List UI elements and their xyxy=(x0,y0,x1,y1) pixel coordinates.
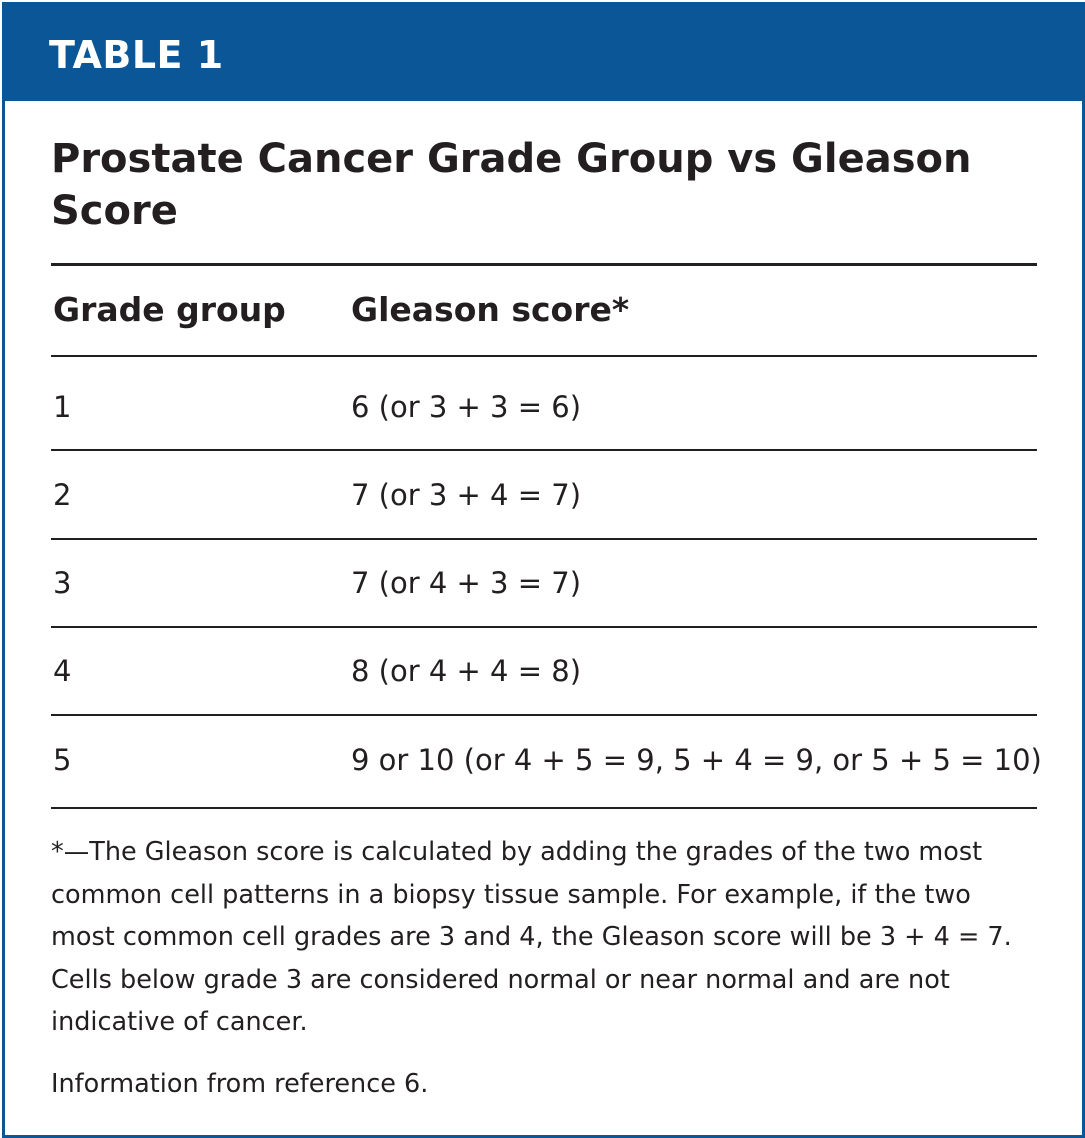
row-divider xyxy=(51,538,1037,540)
header-divider xyxy=(51,355,1037,357)
column-header-grade-group: Grade group xyxy=(53,290,286,329)
table-row-5-grade: 5 xyxy=(53,743,72,777)
table-number-label: TABLE 1 xyxy=(49,33,224,77)
row-divider xyxy=(51,626,1037,628)
row-divider xyxy=(51,449,1037,451)
table-row-5-score: 9 or 10 (or 4 + 5 = 9, 5 + 4 = 9, or 5 + 5 = 10) xyxy=(351,743,1042,777)
table-row-2-grade: 2 xyxy=(53,478,72,512)
table-title: Prostate Cancer Grade Group vs Gleason Score xyxy=(51,136,972,234)
table-frame xyxy=(2,2,1085,1138)
table-row-3-score: 7 (or 4 + 3 = 7) xyxy=(351,566,582,600)
table-banner xyxy=(5,5,1082,101)
table-row-4-grade: 4 xyxy=(53,654,72,688)
source-note: Information from reference 6. xyxy=(51,1069,429,1099)
title-divider xyxy=(51,263,1037,266)
table-row-1-score: 6 (or 3 + 3 = 6) xyxy=(351,390,582,424)
table-row-4-score: 8 (or 4 + 4 = 8) xyxy=(351,654,582,688)
table-footnote: *—The Gleason score is calculated by adding the grades of the two most common cell patterns in a biopsy tissue sample. For example, if the two most common cell grades are 3 and 4, the Gleason score will be 3 + 4 = 7. Cells below grade 3 are considered normal or near normal and are not indicative of cancer. xyxy=(51,837,1012,1037)
table-row-1-grade: 1 xyxy=(53,390,72,424)
row-divider xyxy=(51,714,1037,716)
table-row-2-score: 7 (or 3 + 4 = 7) xyxy=(351,478,582,512)
column-header-gleason-score: Gleason score* xyxy=(351,290,630,329)
table-bottom-divider xyxy=(51,807,1037,809)
table-row-3-grade: 3 xyxy=(53,566,72,600)
